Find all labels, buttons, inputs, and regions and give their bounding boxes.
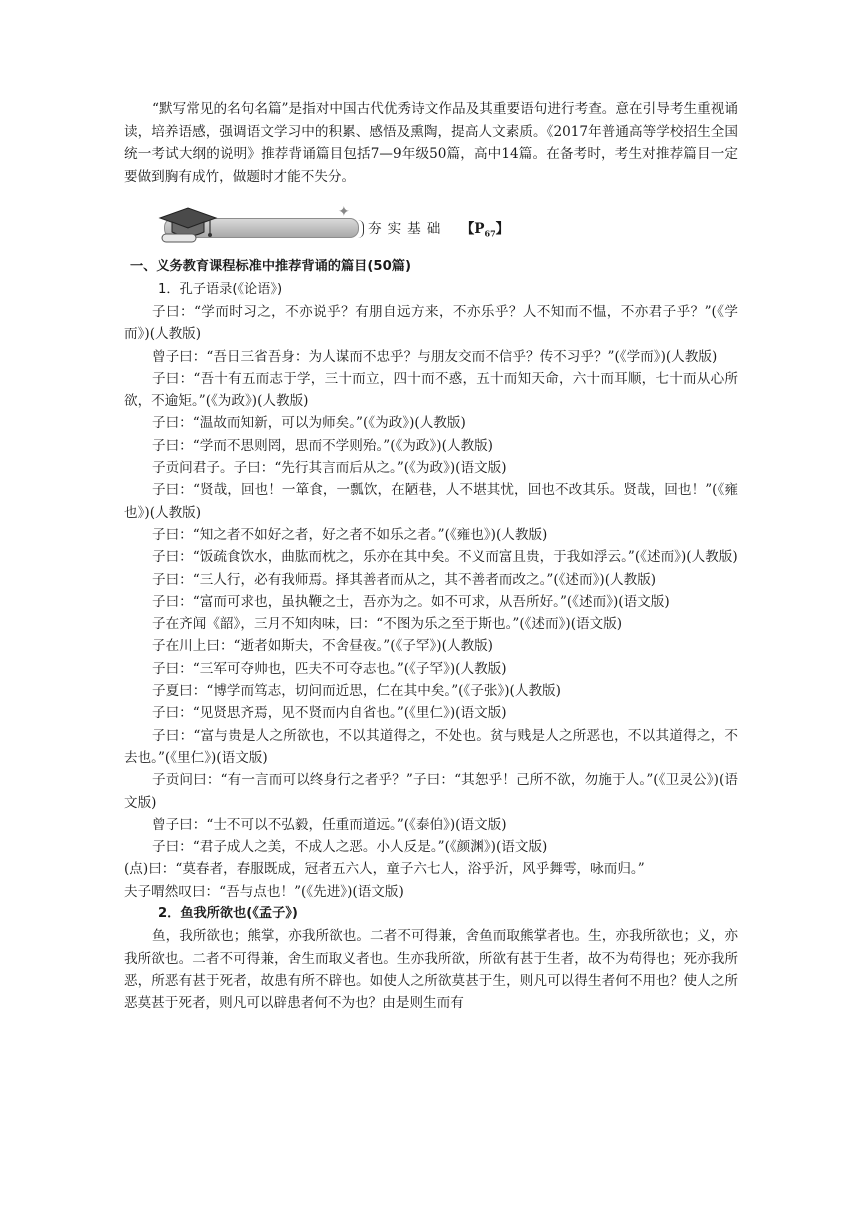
subsection-heading-lunyu: 1．孔子语录(《论语》) — [158, 281, 283, 297]
graduation-cap-icon — [154, 204, 224, 246]
intro-block — [124, 98, 738, 188]
quote-paragraph: 子在川上曰：“逝者如斯夫，不舍昼夜。”(《子罕》)(人教版) — [152, 638, 493, 655]
quote-paragraph: 子曰：“学而不思则罔，思而不学则殆。”(《为政》)(人教版) — [152, 437, 493, 454]
quote-paragraph: 子曰：“贤哉，回也！一箪食，一瓢饮，在陋巷，人不堪其忧，回也不改其乐。贤哉，回也！”(《雍也》)(人教版) — [124, 482, 738, 521]
quote-paragraph: 子贡问曰：“有一言而可以终身行之者乎？”子曰：“其恕乎！己所不欲，勿施于人。”(《卫灵公》)(语文版) — [124, 772, 738, 811]
quote-paragraph: 子曰：“三人行，必有我师焉。择其善者而从之，其不善者而改之。”(《述而》)(人教版) — [152, 571, 657, 588]
sparkle-icon: ✦ — [338, 204, 350, 221]
page-reference: 【$P_{67}$】 — [460, 221, 510, 240]
quote-paragraph: 子曰：“饭疏食饮水，曲肱而枕之，乐亦在其中矣。不义而富且贵，于我如浮云。”(《述而》)(人教版) — [152, 549, 738, 566]
quote-paragraph: 子在齐闻《韶》，三月不知肉味，曰：“不图为乐之至于斯也。”(《述而》)(语文版) — [152, 616, 623, 633]
quote-paragraph: 曾子曰：“士不可以不弘毅，任重而道远。”(《泰伯》)(语文版) — [152, 816, 507, 833]
quote-paragraph: 子曰：“三军可夺帅也，匹夫不可夺志也。”(《子罕》)(人教版) — [152, 660, 507, 677]
quote-paragraph: 子曰：“君子成人之美，不成人之恶。小人反是。”(《颜渊》)(语文版) — [152, 839, 548, 856]
subsection-heading-mengzi: 2．鱼我所欲也(《孟子》) — [158, 905, 298, 921]
section-heading: 一、义务教育课程标准中推荐背诵的篇目(50篇) — [130, 259, 411, 275]
banner-bracket — [357, 220, 364, 238]
quote-paragraph: 子曰：“知之者不如好之者，好之者不如乐之者。”(《雍也》)(人教版) — [152, 526, 548, 543]
quote-paragraph: 子曰：“富与贵是人之所欲也，不以其道得之，不处也。贫与贱是人之所恶也，不以其道得之，不去也。”(《里仁》)(语文版) — [124, 727, 738, 766]
document-page — [124, 98, 738, 1014]
quote-paragraph: 子曰：“见贤思齐焉，见不贤而内自省也。”(《里仁》)(语文版) — [152, 705, 507, 722]
quote-paragraph: 子曰：“富而可求也，虽执鞭之士，吾亦为之。如不可求，从吾所好。”(《述而》)(语文版) — [152, 593, 670, 610]
mengzi-passage: 鱼，我所欲也；熊掌，亦我所欲也。二者不可得兼，舍鱼而取熊掌者也。生，亦我所欲也；义，亦我所欲也。二者不可得兼，舍生而取义者也。生亦我所欲，所欲有甚于生者，故不为苟得也；死亦我所恶，所恶有甚于死者，故患有所不辟也。如使人之所欲莫甚于生，则凡可以得生者何不用也？使人之所恶莫甚于死者，则凡可以辟患者何不为也？由是则生而有 — [124, 928, 738, 1012]
quote-paragraph: 子曰：“吾十有五而志于学，三十而立，四十而不惑，五十而知天命，六十而耳顺，七十而从心所欲，不逾矩。”(《为政》)(人教版) — [124, 370, 738, 410]
quote-paragraph: 子曰：“温故而知新，可以为师矣。”(《为政》)(人教版) — [152, 415, 466, 432]
banner-title: 夯实基础 — [368, 221, 447, 238]
intro-paragraph: “默写常见的名句名篇”是指对中国古代优秀诗文作品及其重要语句进行考查。意在引导考生重视诵读，培养语感，强调语文学习中的积累、感悟及熏陶，提高人文素质。《2017年普通高等学校招生全国统一考试大纲的说明》推荐背诵篇目包括7—9年级50篇，高中14篇。在备考时，考生对推荐篇目一定要做到胸有成竹，做题时才能不失分。 — [124, 101, 738, 185]
quote-paragraph: 子贡问君子。子曰：“先行其言而后从之。”(《为政》)(语文版) — [152, 460, 507, 477]
section-banner — [124, 204, 738, 248]
quote-paragraph: 子曰：“学而时习之，不亦说乎？有朋自远方来，不亦乐乎？人不知而不愠，不亦君子乎？”(《学而》)(人教版) — [124, 303, 738, 343]
banner-heading — [368, 218, 509, 245]
quote-paragraph: (点)曰：“莫春者，春服既成，冠者五六人，童子六七人，浴乎沂，风乎舞雩，咏而归。” — [124, 861, 645, 878]
quote-paragraph-end: 夫子喟然叹曰：“吾与点也！”(《先进》)(语文版) — [124, 883, 404, 900]
quote-paragraph: 曾子曰：“吾日三省吾身：为人谋而不忠乎？与朋友交而不信乎？传不习乎？”(《学而》)(人教版) — [152, 348, 718, 365]
quote-paragraph: 子夏曰：“博学而笃志，切问而近思，仁在其中矣。”(《子张》)(人教版) — [152, 683, 561, 700]
lunyu-quotes — [124, 301, 738, 903]
